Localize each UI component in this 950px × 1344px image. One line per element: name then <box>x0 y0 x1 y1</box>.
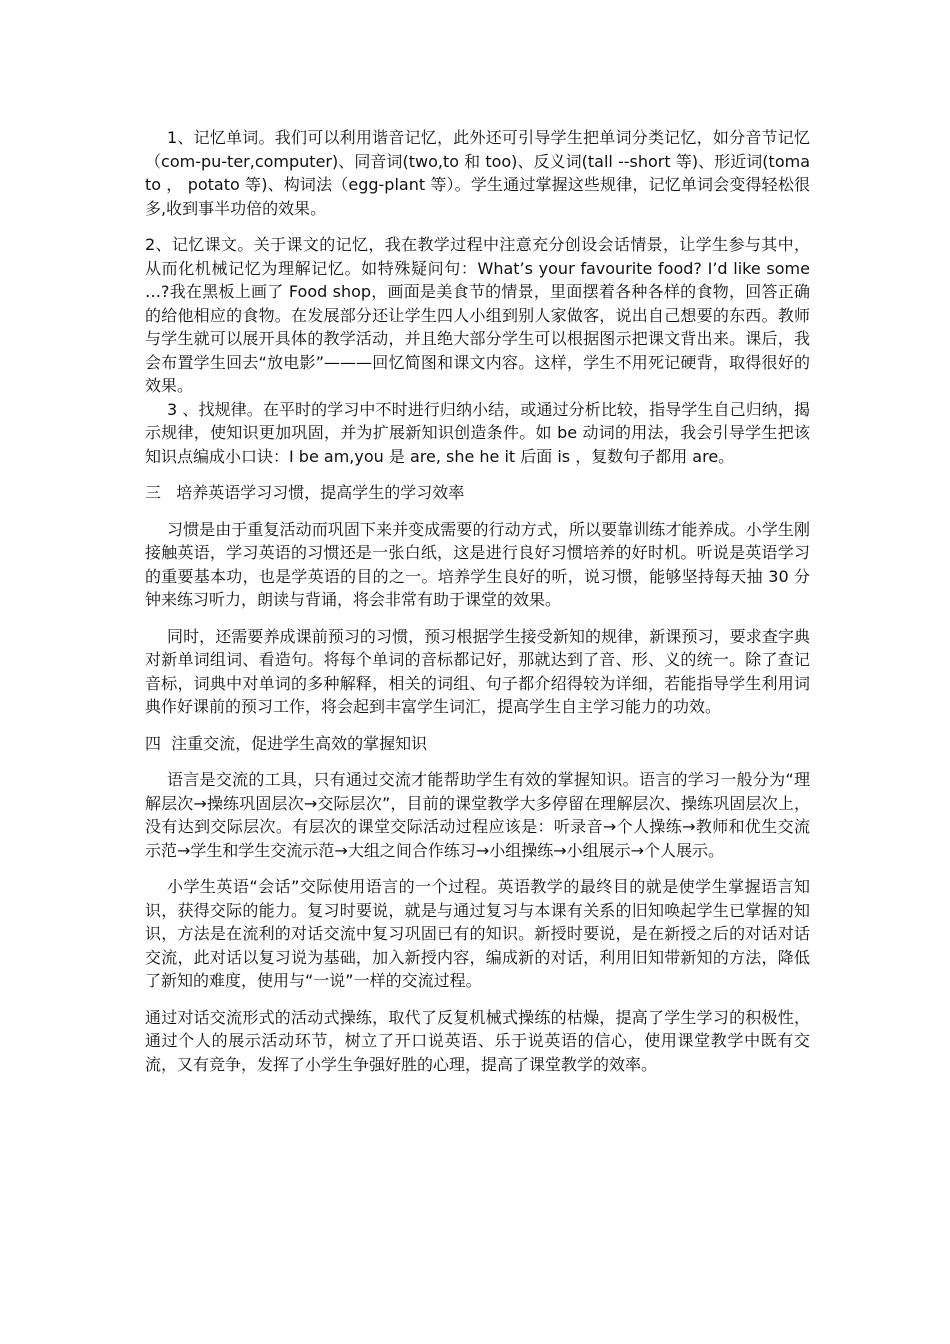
paragraph-communication: 语言是交流的工具，只有通过交流才能帮助学生有效的掌握知识。语言的学习一般分为“理解层次→操练巩固层次→交际层次”，目前的课堂教学大多停留在理解层次、操练巩固层次上，没有达到交际层次。有层次的课堂交际活动过程应该是：听录音→个人操练→教师和优生交流示范→学生和学生交流示范→大组之间合作练习→小组操练→小组展示→个人展示。 <box>145 770 810 860</box>
paragraph-conclusion: 通过对话交流形式的活动式操练，取代了反复机械式操练的枯燥，提高了学生学习的积极性，通过个人的展示活动环节，树立了开口说英语、乐于说英语的信心，使用课堂教学中既有交流，又有竞争，发挥了小学生争强好胜的心理，提高了课堂教学的效率。 <box>145 1007 810 1074</box>
paragraph-conversation: 小学生英语“会话”交际使用语言的一个过程。英语教学的最终目的就是使学生掌握语言知识，获得交际的能力。复习时要说，就是与通过复习与本课有关系的旧知唤起学生已掌握的知识，方法是在流利的对话交流中复习巩固已有的知识。新授时要说，是在新授之后的对话对话交流，此对话以复习说为基础，加入新授内容，编成新的对话，利用旧知带新知的方法，降低了新知的难度，使用与“一说”一样的交流过程。 <box>145 877 810 990</box>
section-heading-4: 四 注重交流，促进学生高效的掌握知识 <box>145 733 428 753</box>
paragraph-find-patterns: 3 、找规律。在平时的学习中不时进行归纳小结，或通过分析比较，指导学生自己归纳，揭示规律，使知识更加巩固，并为扩展新知识创造条件。如 be 动词的用法，我会引导学生把该知识点编成小口诀：I be am,you 是 are, she he it 后面 is ，复数句子都用 are。 <box>145 399 810 466</box>
paragraph-preview-habit: 同时，还需要养成课前预习的习惯，预习根据学生接受新知的规律，新课预习，要求查字典对新单词组词、看造句。将每个单词的音标都记好，那就达到了音、形、义的统一。除了查记音标，词典中对单词的多种解释，相关的词组、句子都介绍得较为详细，若能指导学生利用词典作好课前的预习工作，将会起到丰富学生词汇，提高学生自主学习能力的功效。 <box>145 626 810 716</box>
document-body <box>145 126 810 1089</box>
paragraph-memorize-text: 2、记忆课文。关于课文的记忆，我在教学过程中注意充分创设会话情景，让学生参与其中，从而化机械记忆为理解记忆。如特殊疑问句：What’s your favourite food? I’d like some …?我在黑板上画了 Food shop，画面是美食节的情景，里面摆着各种各样的食物，回答正确的给他相应的食物。在发展部分还让学生四人小组到别人家做客，说出自己想要的东西。教师与学生就可以展开具体的教学活动，并且绝大部分学生可以根据图示把课文背出来。课后，我会布置学生回去“放电影”———回忆简图和课文内容。这样，学生不用死记硬背，取得很好的效果。 <box>145 235 810 395</box>
paragraph-habits: 习惯是由于重复活动而巩固下来并变成需要的行动方式，所以要靠训练才能养成。小学生刚接触英语，学习英语的习惯还是一张白纸，这是进行良好习惯培养的好时机。听说是英语学习的重要基本功，也是学英语的目的之一。培养学生良好的听，说习惯，能够坚持每天抽 30 分钟来练习听力，朗读与背诵，将会非常有助于课堂的效果。 <box>145 519 810 609</box>
paragraph-memorize-words: 1、记忆单词。我们可以利用谐音记忆，此外还可引导学生把单词分类记忆，如分音节记忆（com-pu-ter,computer)、同音词(two,to 和 too)、反义词(tall --short 等)、形近词(tomato ， potato 等)、构词法（egg-plant 等）。学生通过掌握这些规律，记忆单词会变得轻松很多,收到事半功倍的效果。 <box>145 128 810 218</box>
section-heading-3: 三 培养英语学习习惯，提高学生的学习效率 <box>145 483 465 502</box>
